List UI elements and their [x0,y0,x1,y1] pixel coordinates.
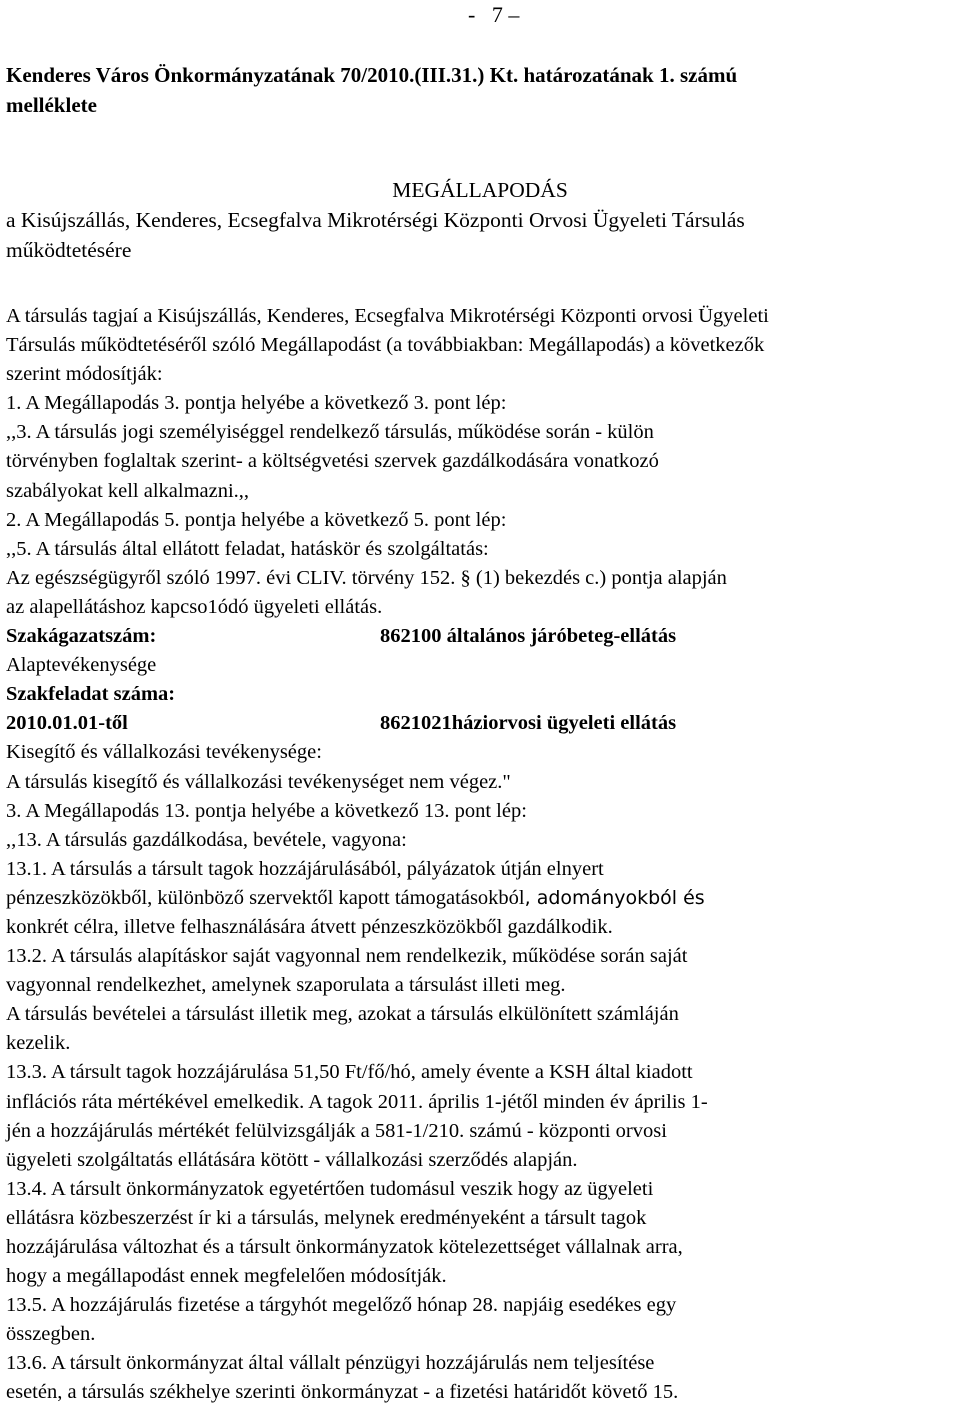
body-line: Alaptevékenysége [6,654,157,677]
body-line: 3. A Megállapodás 13. pontja helyébe a következő 13. pont lép: [6,799,527,822]
page-number: - 7 – [468,2,520,27]
body-line: ügyeleti szolgáltatás ellátására kötött - vállalkozási szerződés alapján. [6,1148,578,1171]
body-line: hogy a megállapodást ennek megfelelően módosítják. [6,1265,447,1288]
body-line: 13.6. A társult önkormányzat által vállalt pénzügyi hozzájárulás nem teljesítése [6,1352,655,1375]
body-line: ellátásra közbeszerzést ír ki a társulás, melynek eredményeként a társult tagok [6,1206,647,1229]
body-line: 1. A Megállapodás 3. pontja helyébe a következő 3. pont lép: [6,392,507,415]
agreement-title [6,175,954,265]
body-line: ,,3. A társulás jogi személyiséggel rendelkező társulás, működése során - külön [6,421,654,444]
body-line: törvényben foglaltak szerint- a költségvetési szervek gazdálkodására vonatkozó [6,450,659,473]
body-line: összegben. [6,1323,96,1346]
body-line: kezelik. [6,1032,71,1055]
title-main: MEGÁLLAPODÁS [392,178,568,202]
body-line: az alapellátáshoz kapcso1ódó ügyeleti ellátás. [6,595,383,618]
body-line: A társulás bevételei a társulást illetik meg, azokat a társulás elkülönített számláján [6,1003,679,1026]
title-sub: a Kisújszállás, Kenderes, Ecsegfalva Mikrotérségi Központi Orvosi Ügyeleti Társulás [6,208,745,232]
body-line: A társulás tagjaí a Kisújszállás, Kenderes, Ecsegfalva Mikrotérségi Központi orvosi Ügyeleti [6,305,769,327]
body-line: Az egészségügyről szóló 1997. évi CLIV. törvény 152. § (1) bekezdés c.) pontja alapján [6,566,727,589]
task-number-label: Szakfeladat száma: [6,683,176,706]
body-line: 13.2. A társulás alapításkor saját vagyonnal nem rendelkezik, működése során saját [6,945,688,968]
body-line: vagyonnal rendelkezhet, amelynek szaporulata a társulást illeti meg. [6,974,566,997]
body-line: Társulás működtetéséről szóló Megállapodást (a továbbiakban: Megállapodás) a következők [6,334,765,357]
body-line: 2. A Megállapodás 5. pontja helyébe a következő 5. pont lép: [6,508,507,531]
document-heading [6,60,954,120]
document-body [6,302,954,1408]
task-date-row [6,709,954,738]
body-line: jén a hozzájárulás mértékét felülvizsgálják a 581-1/210. számú - központi orvosi [6,1119,667,1142]
sector-code-value: 862100 általános járóbeteg-ellátás [380,625,677,648]
body-text: pénzeszközökből, különböző szervektől kapott támogatásokból [6,886,525,909]
task-date-value: 8621021háziorvosi ügyeleti ellátás [380,712,677,735]
body-line: konkrét célra, illetve felhasználására átvett pénzeszközökből gazdálkodik. [6,915,613,938]
title-sub: működtetésére [6,238,132,262]
body-line: 13.5. A hozzájárulás fizetése a tárgyhót megelőző hónap 28. napjáig esedékes egy [6,1294,677,1317]
sector-code-label: Szakágazatszám: [6,625,157,648]
body-line: esetén, a társulás székhelye szerinti önkormányzat - a fizetési határidőt követő 15. [6,1381,679,1404]
sector-code-row [6,622,954,651]
body-line: 13.1. A társulás a társult tagok hozzájárulásából, pályázatok útján elnyert [6,857,604,880]
body-line: inflációs ráta mértékével emelkedik. A tagok 2011. április 1-jétől minden év április 1- [6,1090,708,1113]
body-line: Kisegítő és vállalkozási tevékenysége: [6,741,322,764]
body-line: szerint módosítják: [6,363,163,386]
body-line: ,,5. A társulás által ellátott feladat, hatáskör és szolgáltatás: [6,537,489,560]
heading-line: melléklete [6,93,97,117]
task-date-label: 2010.01.01-től [6,712,128,735]
body-line: hozzájárulása változhat és a társult önkormányzatok kötelezettséget vállalnak arra, [6,1236,683,1258]
body-line: 13.3. A társult tagok hozzájárulása 51,50 Ft/fő/hó, amely évente a KSH által kiadott [6,1061,693,1084]
body-line: 13.4. A társult önkormányzatok egyetértően tudomásul veszik hogy az ügyeleti [6,1177,654,1200]
body-line: ,,13. A társulás gazdálkodása, bevétele, vagyona: [6,828,407,851]
body-line: szabályokat kell alkalmazni.,, [6,479,250,502]
heading-line: Kenderes Város Önkormányzatának 70/2010.(III.31.) Kt. határozatának 1. számú [6,63,738,87]
body-text-sans: , adományokból és [524,886,705,909]
body-line: A társulás kisegítő és vállalkozási tevékenységet nem végez." [6,770,511,793]
body-line [6,884,954,913]
